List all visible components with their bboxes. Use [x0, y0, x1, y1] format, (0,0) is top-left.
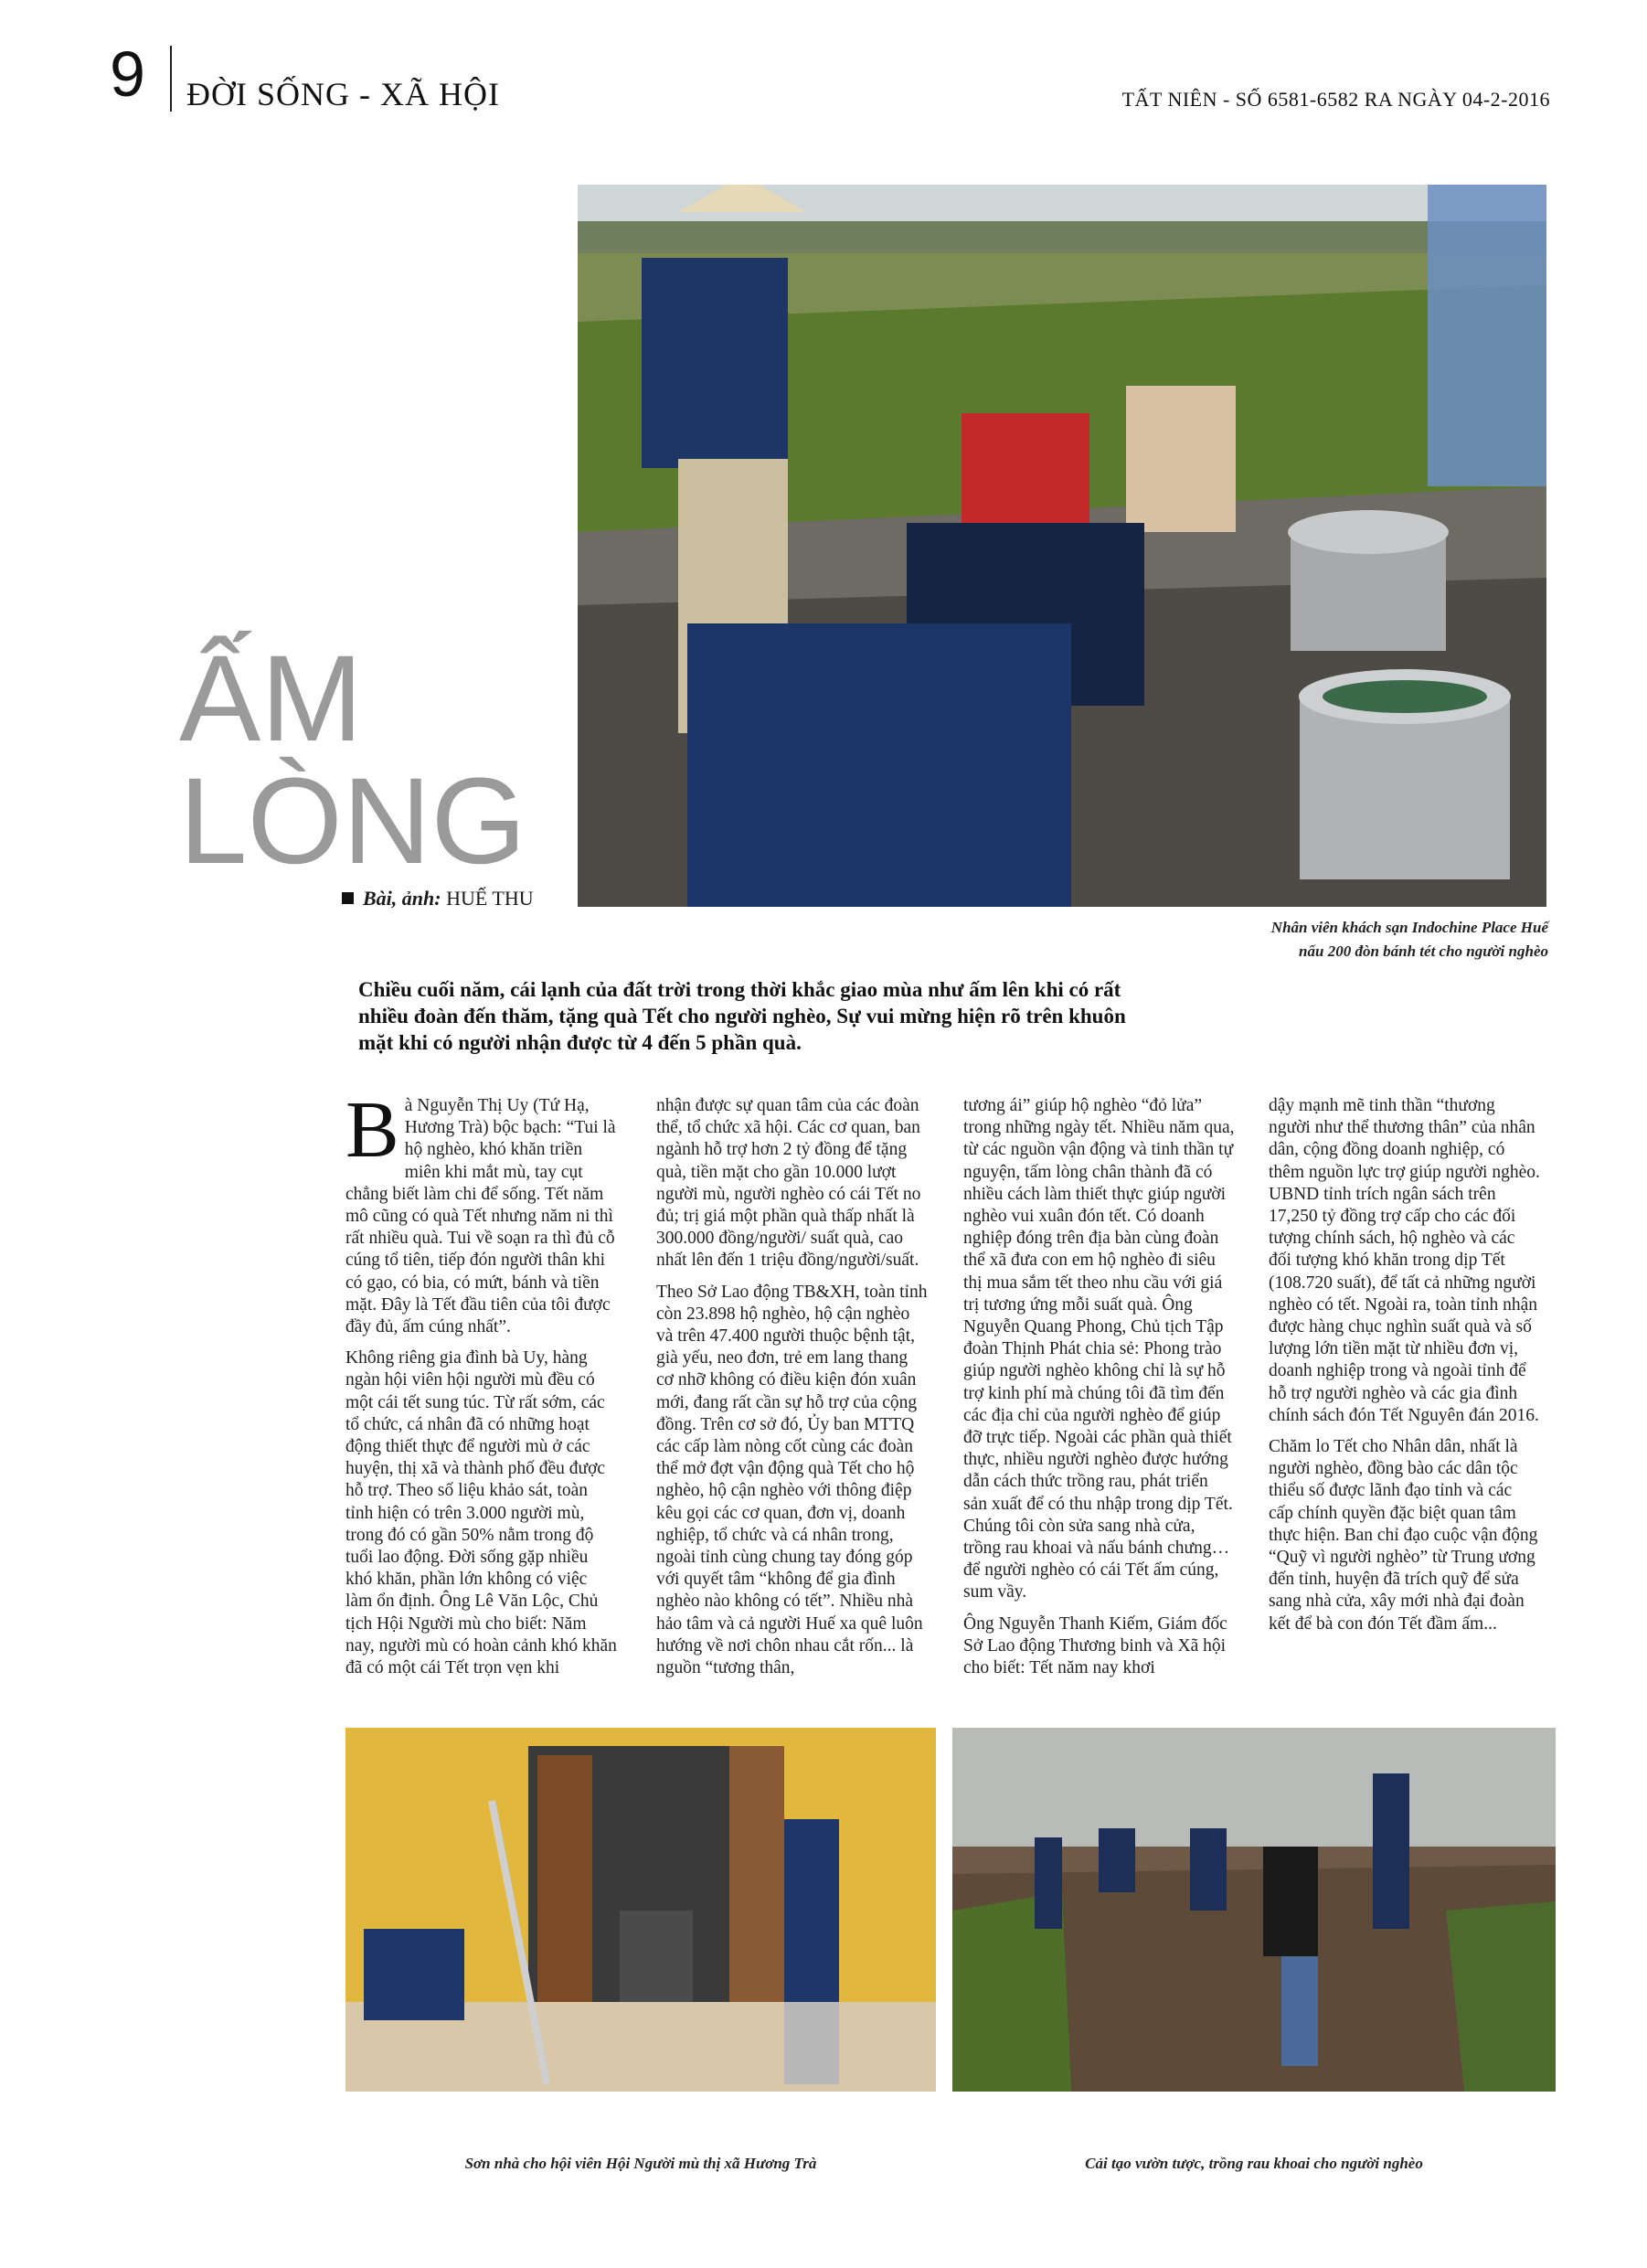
- byline-author: HUẾ THU: [446, 887, 534, 910]
- byline-label: Bài, ảnh:: [363, 887, 441, 910]
- right-photo-caption: Cải tạo vườn tược, trồng rau khoai cho người nghèo: [1085, 2155, 1423, 2172]
- bullet-square-icon: [342, 892, 354, 904]
- body-column-4: [1269, 1095, 1541, 1645]
- section-title: ĐỜI SỐNG - XÃ HỘI: [186, 76, 500, 112]
- paragraph: Theo Sở Lao động TB&XH, toàn tỉnh còn 23.898 hộ nghèo, hộ cận nghèo và trên 47.400 người thuộc bệnh tật, già yếu, neo đơn, trẻ em lang thang cơ nhỡ không có điều kiện đón xuân mới, đang rất cần sự hỗ trợ của cộng đồng. Trên cơ sở đó, Ủy ban MTTQ các cấp làm nòng cốt cùng các đoàn thể mở đợt vận động quà Tết cho hộ nghèo, hộ cận nghèo với thông điệp kêu gọi các cơ quan, đơn vị, doanh nghiệp, tổ chức và cá nhân trong, ngoài tỉnh cùng chung tay đóng góp với quyết tâm “không để gia đình nghèo nào không có tết”. Nhiều nhà hảo tâm và cả người Huế xa quê luôn hướng về nơi chôn nhau cắt rốn... là nguồn “tương thân,: [656, 1282, 928, 1678]
- article-title-line-1: ẤM: [179, 631, 363, 767]
- lead-paragraph: Chiều cuối năm, cái lạnh của đất trời trong thời khắc giao mùa như ấm lên khi có rất nhiều đoàn đến thăm, tặng quà Tết cho người nghèo, Sự vui mừng hiện rõ trên khuôn mặt khi có người nhận được từ 4 đến 5 phần quà.: [358, 978, 1126, 1054]
- paragraph-text: à Nguyễn Thị Uy (Tứ Hạ, Hương Trà) bộc bạch: “Tui là hộ nghèo, khó khăn triền miên khi mắt mù, tay cụt chẳng biết làm chi để sống. Tết năm mô cũng có quà Tết nhưng năm ni thì rất nhiều quà. Tui về soạn ra thì đủ cỗ cúng tổ tiên, tiếp đón người thân khi có gạo, có bia, có mứt, bánh và tiền mặt. Đây là Tết đầu tiên của tôi được đầy đủ, ấm cúng nhất”.: [345, 1096, 616, 1337]
- drop-cap: B: [345, 1086, 399, 1175]
- main-caption-line-2: nấu 200 đòn bánh tét cho người nghèo: [1299, 942, 1548, 960]
- main-photo: [578, 185, 1546, 907]
- paragraph: [345, 1086, 618, 1338]
- main-caption-line-1: Nhân viên khách sạn Indochine Place Huế: [1270, 919, 1548, 936]
- byline: [342, 887, 534, 910]
- issue-info: TẤT NIÊN - SỐ 6581-6582 RA NGÀY 04-2-2016: [1121, 88, 1550, 111]
- paragraph: tương ái” giúp hộ nghèo “đỏ lửa” trong những ngày tết. Nhiều năm qua, từ các nguồn vận động và tinh thần tự nguyện, tấm lòng chân thành đã có nhiều cách làm thiết thực giúp người nghèo vui xuân đón tết. Có doanh nghiệp đóng trên địa bàn cùng đoàn thể xã đưa con em hộ nghèo đi siêu thị mua sắm tết theo nhu cầu với giá trị tương ứng mỗi suất quà. Ông Nguyễn Quang Phong, Chủ tịch Tập đoàn Thịnh Phát chia sẻ: Phong trào giúp người nghèo không chỉ là sự hỗ trợ kinh phí mà chúng tôi đã tìm đến các địa chỉ của người nghèo để giúp đỡ trực tiếp. Ngoài các phần quà thiết thực, nhiều người nghèo được hướng dẫn cách thức trồng rau, phát triển sản xuất để có thu nhập trong dịp Tết. Chúng tôi còn sửa sang nhà cửa, trồng rau khoai và nấu bánh chưng… để người nghèo có cái Tết ấm cúng, sum vầy.: [963, 1096, 1235, 1603]
- main-photo-caption: [1073, 916, 1548, 964]
- paragraph: Ông Nguyễn Thanh Kiếm, Giám đốc Sở Lao động Thương binh và Xã hội cho biết: Tết năm nay khơi: [963, 1613, 1227, 1678]
- paragraph: Không riêng gia đình bà Uy, hàng ngàn hội viên hội người mù đều có một cái tết sung túc. Từ rất sớm, các tổ chức, cá nhân đã có những hoạt động thiết thực để người mù ở các huyện, thị xã và thành phố đều được hỗ trợ. Theo số liệu khảo sát, toàn tỉnh hiện có trên 3.000 người mù, trong đó có gần 50% nằm trong độ tuổi lao động. Đời sống gặp nhiều khó khăn, phần lớn không có việc làm ổn định. Ông Lê Văn Lộc, Chủ tịch Hội Người mù cho biết: Năm nay, người mù có hoàn cảnh khó khăn đã có một cái Tết trọn vẹn khi: [345, 1348, 617, 1678]
- left-photo-caption: Sơn nhà cho hội viên Hội Người mù thị xã Hương Trà: [464, 2155, 817, 2172]
- body-column-1: [345, 1086, 618, 1688]
- header-divider: [170, 46, 172, 112]
- body-column-2: [656, 1095, 929, 1688]
- paragraph: Chăm lo Tết cho Nhân dân, nhất là người nghèo, đồng bào các dân tộc thiểu số được lãnh đạo tỉnh và các cấp chính quyền đặc biệt quan tâm thực hiện. Ban chỉ đạo cuộc vận động “Quỹ vì người nghèo” từ Trung ương đến tỉnh, huyện đã trích quỹ để sửa sang nhà cửa, xây mới nhà đại đoàn kết để bà con đón Tết đầm ấm...: [1269, 1437, 1538, 1634]
- article-title-line-2: LÒNG: [179, 753, 526, 889]
- page-number: 9: [110, 38, 145, 110]
- body-column-3: [963, 1095, 1236, 1688]
- paragraph: dậy mạnh mẽ tinh thần “thương người như thể thương thân” của nhân dân, cộng đồng doanh nghiệp, có thêm nguồn lực trợ giúp người nghèo. UBND tỉnh trích ngân sách trên 17,250 tỷ đồng trợ cấp cho các đối tượng chính sách, hộ nghèo và các đối tượng khó khăn trong dịp Tết (108.720 suất), để tất cả những người nghèo có tết. Ngoài ra, toàn tỉnh nhận được hàng chục nghìn suất quà và số lượng lớn tiền mặt từ nhiều đơn vị, doanh nghiệp trong và ngoài tỉnh để hỗ trợ người nghèo và các gia đình chính sách đón Tết Nguyên đán 2016.: [1269, 1096, 1540, 1425]
- paragraph: nhận được sự quan tâm của các đoàn thể, tổ chức xã hội. Các cơ quan, ban ngành hỗ trợ hơn 2 tỷ đồng để tặng quà, tiền mặt cho gần 10.000 lượt người mù, người nghèo có cái Tết no đủ; trị giá một phần quà thấp nhất là 300.000 đồng/người/ suất quà, cao nhất lên đến 1 triệu đồng/người/suất.: [656, 1096, 921, 1271]
- painting-house-photo: [345, 1728, 936, 2092]
- garden-work-photo: [952, 1728, 1556, 2092]
